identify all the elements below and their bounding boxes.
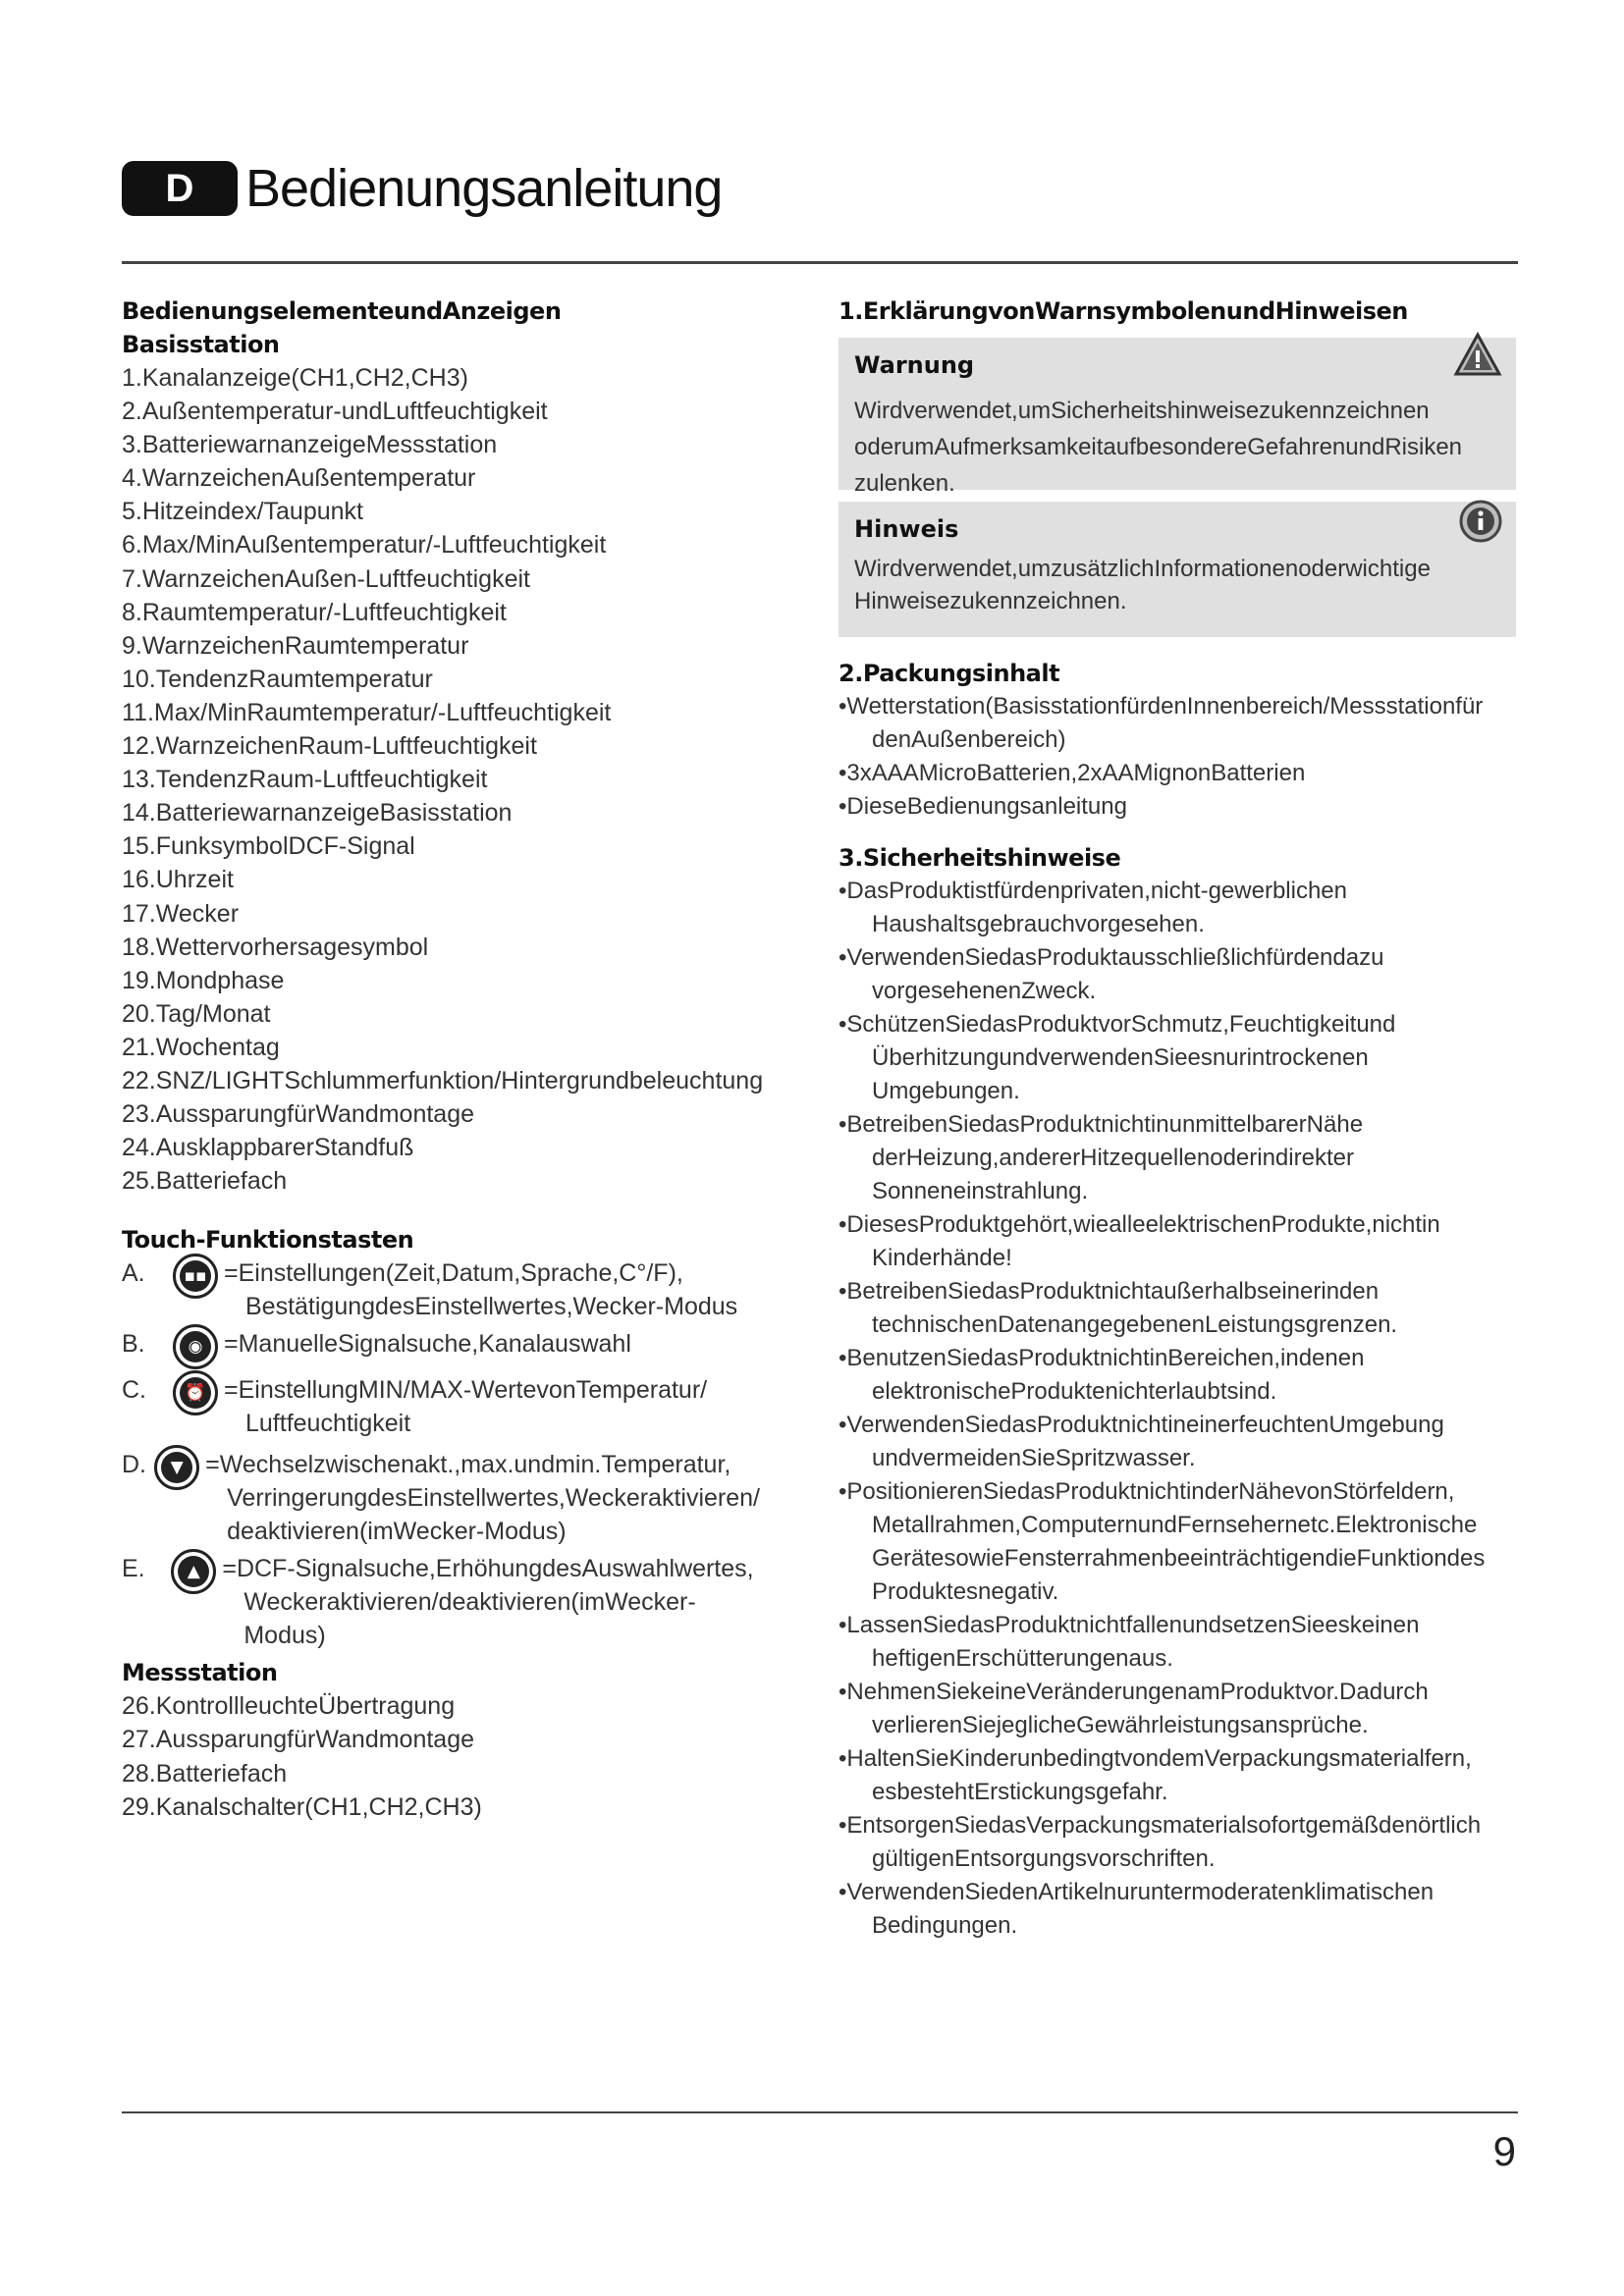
up-arrow-icon bbox=[171, 1549, 216, 1594]
alarm-clock-icon bbox=[173, 1370, 218, 1415]
warning-triangle-icon bbox=[1453, 332, 1502, 377]
basis-list bbox=[122, 361, 764, 1198]
bullet-line: •BetreibenSiedasProduktnichtaußerhalbseinerinden bbox=[839, 1278, 1380, 1305]
list-item: 8.Raumtemperatur/-Luftfeuchtigkeit bbox=[122, 598, 507, 626]
bullet-line: •VerwendenSiedasProduktnichtineinerfeuchtenUmgebung bbox=[839, 1412, 1444, 1438]
list-item: 10.TendenzRaumtemperatur bbox=[122, 665, 433, 693]
bullet-line: derHeizung,andererHitzequellenoderindirekter bbox=[872, 1145, 1354, 1171]
touch-desc-line: BestätigungdesEinstellwertes,Wecker-Modus bbox=[245, 1293, 738, 1321]
touch-icon-glyph: ▪▪ bbox=[180, 1260, 211, 1292]
bullet-line: Kinderhände! bbox=[872, 1245, 1012, 1271]
bullet-line: denAußenbereich) bbox=[872, 726, 1066, 753]
bullet-line: •DiesesProduktgehört,wiealleelektrischenProdukte,nichtin bbox=[839, 1211, 1440, 1238]
touch-title: Touch-Funktionstasten bbox=[122, 1226, 414, 1255]
bullet-line: •DieseBedienungsanleitung bbox=[839, 793, 1127, 820]
list-item: 28.Batteriefach bbox=[122, 1759, 288, 1788]
touch-row bbox=[122, 1327, 760, 1369]
touch-desc-line: =Wechselzwischenakt.,max.undmin.Temperatur, bbox=[205, 1451, 731, 1479]
touch-desc-line: =Einstellungen(Zeit,Datum,Sprache,C°/F), bbox=[224, 1259, 683, 1288]
touch-letter: E. bbox=[122, 1555, 145, 1583]
safety-item bbox=[839, 1108, 1516, 1208]
safety-item bbox=[839, 1008, 1516, 1108]
bullet-line: Metallrahmen,ComputernundFernsehernetc.Elektronische bbox=[872, 1512, 1478, 1538]
touch-section bbox=[122, 1223, 760, 1652]
bullet-line: •3xAAAMicroBatterien,2xAAMignonBatterien bbox=[839, 760, 1306, 786]
bullet-line: •EntsorgenSiedasVerpackungsmaterialsofortgemäßdenörtlich bbox=[839, 1812, 1482, 1839]
bullet-line: Bedingungen. bbox=[872, 1912, 1018, 1939]
list-item: 9.WarnzeichenRaumtemperatur bbox=[122, 631, 469, 660]
touch-row bbox=[122, 1552, 760, 1652]
bullet-line: GerätesowieFensterrahmenbeeinträchtigendieFunktiondes bbox=[872, 1545, 1486, 1572]
touch-icon-glyph: ⏰ bbox=[180, 1377, 211, 1409]
warning-line: oderumAufmerksamkeitaufbesondereGefahrenundRisiken bbox=[854, 434, 1463, 460]
bullet-line: gültigenEntsorgungsvorschriften. bbox=[872, 1845, 1216, 1872]
list-item: 15.FunksymbolDCF-Signal bbox=[122, 832, 415, 861]
touch-list bbox=[122, 1256, 760, 1652]
notice-boxes bbox=[839, 338, 1516, 637]
safety-section-title: 3.Sicherheitshinweise bbox=[839, 844, 1121, 872]
list-item: 25.Batteriefach bbox=[122, 1167, 288, 1196]
touch-icon-glyph: ▲ bbox=[178, 1556, 209, 1587]
list-item: 2.Außentemperatur-undLuftfeuchtigkeit bbox=[122, 398, 548, 426]
safety-item bbox=[839, 1342, 1516, 1409]
info-icon bbox=[1459, 500, 1502, 543]
bullet-line: •VerwendenSiedenArtikelnuruntermoderatenklimatischen bbox=[839, 1879, 1435, 1905]
touch-description bbox=[205, 1448, 760, 1548]
touch-desc-line: =ManuelleSignalsuche,Kanalauswahl bbox=[224, 1330, 631, 1359]
list-item: 7.WarnzeichenAußen-Luftfeuchtigkeit bbox=[122, 564, 530, 593]
bullet-line: •DasProduktistfürdenprivaten,nicht-gewerblichen bbox=[839, 878, 1348, 904]
touch-row bbox=[122, 1256, 760, 1323]
package-item bbox=[839, 790, 1516, 824]
page-number: 9 bbox=[1492, 2128, 1516, 2174]
bullet-line: •VerwendenSiedasProduktausschließlichfürdendazu bbox=[839, 944, 1384, 971]
list-item: 13.TendenzRaum-Luftfeuchtigkeit bbox=[122, 766, 488, 794]
safety-item bbox=[839, 1609, 1516, 1676]
left-column bbox=[122, 294, 764, 1824]
touch-icon-glyph: ▼ bbox=[161, 1452, 192, 1483]
controls-section-title: BedienungselementeundAnzeigen bbox=[122, 297, 562, 325]
language-badge: D bbox=[122, 161, 238, 216]
list-item: 17.Wecker bbox=[122, 899, 240, 928]
hint-line: Wirdverwendet,umzusätzlichInformationenoderwichtige bbox=[854, 556, 1431, 582]
hint-line: Hinweisezukennzeichnen. bbox=[854, 588, 1127, 614]
list-item: 4.WarnzeichenAußentemperatur bbox=[122, 464, 476, 493]
safety-item bbox=[839, 1676, 1516, 1742]
list-item: 24.AusklappbarerStandfuß bbox=[122, 1134, 414, 1162]
touch-desc-line: Luftfeuchtigkeit bbox=[245, 1410, 411, 1438]
bullet-line: undvermeidenSieSpritzwasser. bbox=[872, 1445, 1196, 1471]
safety-item bbox=[839, 1475, 1516, 1609]
touch-letter: D. bbox=[122, 1451, 146, 1479]
bullet-line: •PositionierenSiedasProduktnichtinderNähevonStörfeldern, bbox=[839, 1478, 1455, 1505]
list-item: 23.AussparungfürWandmontage bbox=[122, 1100, 475, 1129]
bullet-line: Haushaltsgebrauchvorgesehen. bbox=[872, 911, 1205, 937]
safety-item bbox=[839, 1876, 1516, 1943]
touch-desc-line: deaktivieren(imWecker-Modus) bbox=[227, 1518, 567, 1546]
hint-text bbox=[854, 553, 1500, 617]
touch-letter: A. bbox=[122, 1259, 145, 1288]
touch-row bbox=[122, 1448, 760, 1548]
bullet-line: heftigenErschütterungenaus. bbox=[872, 1645, 1173, 1672]
basis-subtitle: Basisstation bbox=[122, 331, 280, 358]
bullet-line: Sonneneinstrahlung. bbox=[872, 1178, 1089, 1204]
touch-letter: B. bbox=[122, 1330, 145, 1359]
signal-icon bbox=[173, 1324, 218, 1369]
footer-divider bbox=[122, 2111, 1518, 2113]
right-column bbox=[839, 294, 1516, 1943]
list-item: 11.Max/MinRaumtemperatur/-Luftfeuchtigkeit bbox=[122, 698, 612, 726]
safety-list bbox=[839, 875, 1516, 1943]
bullet-line: •BenutzenSiedasProduktnichtinBereichen,indenen bbox=[839, 1345, 1365, 1371]
touch-row bbox=[122, 1373, 760, 1440]
list-item: 21.Wochentag bbox=[122, 1033, 280, 1061]
safety-item bbox=[839, 1275, 1516, 1342]
bullet-line: •SchützenSiedasProduktvorSchmutz,Feuchtigkeitund bbox=[839, 1011, 1396, 1038]
bullet-line: •Wetterstation(BasisstationfürdenInnenbereich/Messstationfür bbox=[839, 693, 1484, 720]
bullet-line: ÜberhitzungundverwendenSieesnurintrockenen bbox=[872, 1044, 1369, 1071]
bullet-line: technischenDatenangegebenenLeistungsgrenzen. bbox=[872, 1311, 1398, 1338]
warnings-section-title: 1.ErklärungvonWarnsymbolenundHinweisen bbox=[839, 297, 1408, 325]
safety-item bbox=[839, 875, 1516, 941]
bullet-line: Produktesnegativ. bbox=[872, 1578, 1059, 1605]
touch-letter: C. bbox=[122, 1376, 146, 1405]
bullet-line: •NehmenSiekeineVeränderungenamProduktvor.Dadurch bbox=[839, 1679, 1429, 1705]
bullet-line: esbestehtErstickungsgefahr. bbox=[872, 1779, 1168, 1805]
safety-item bbox=[839, 1809, 1516, 1876]
bullet-line: •BetreibenSiedasProduktnichtinunmittelbarerNähe bbox=[839, 1111, 1364, 1138]
list-item: 12.WarnzeichenRaum-Luftfeuchtigkeit bbox=[122, 732, 537, 761]
list-item: 5.Hitzeindex/Taupunkt bbox=[122, 498, 363, 526]
safety-item bbox=[839, 1208, 1516, 1275]
header-divider bbox=[122, 261, 1518, 264]
bullet-line: verlierenSiejeglicheGewährleistungsansprüche. bbox=[872, 1712, 1369, 1738]
list-item: 3.BatteriewarnanzeigeMessstation bbox=[122, 431, 498, 459]
list-item: 29.Kanalschalter(CH1,CH2,CH3) bbox=[122, 1792, 482, 1821]
bullet-line: •LassenSiedasProduktnichtfallenundsetzenSieeskeinen bbox=[839, 1612, 1420, 1638]
warning-text bbox=[854, 393, 1500, 502]
package-list bbox=[839, 690, 1516, 824]
touch-description bbox=[224, 1256, 737, 1323]
mess-subtitle: Messstation bbox=[122, 1659, 278, 1687]
warning-title: Warnung bbox=[854, 351, 975, 379]
warning-line: Wirdverwendet,umSicherheitshinweisezukennzeichnen bbox=[854, 398, 1430, 424]
list-item: 1.Kanalanzeige(CH1,CH2,CH3) bbox=[122, 364, 468, 392]
touch-desc-line: =EinstellungMIN/MAX-WertevonTemperatur/ bbox=[224, 1376, 708, 1405]
list-item: 22.SNZ/LIGHTSchlummerfunktion/Hintergrundbeleuchtung bbox=[122, 1066, 764, 1095]
touch-desc-line: Weckeraktivieren/deaktivieren(imWecker-Modus) bbox=[244, 1588, 696, 1650]
safety-item bbox=[839, 1409, 1516, 1475]
safety-item bbox=[839, 941, 1516, 1008]
touch-description bbox=[224, 1327, 631, 1361]
mess-list bbox=[122, 1689, 760, 1823]
touch-description bbox=[222, 1552, 760, 1652]
touch-desc-line: =DCF-Signalsuche,ErhöhungdesAuswahlwertes, bbox=[222, 1555, 754, 1583]
list-item: 6.Max/MinAußentemperatur/-Luftfeuchtigkeit bbox=[122, 531, 607, 560]
list-item: 19.Mondphase bbox=[122, 966, 285, 994]
warning-box bbox=[839, 338, 1516, 497]
list-item: 27.AussparungfürWandmontage bbox=[122, 1726, 475, 1754]
touch-description bbox=[224, 1373, 707, 1440]
list-item: 20.Tag/Monat bbox=[122, 999, 271, 1028]
bullet-line: •HaltenSieKinderunbedingtvondemVerpackungsmaterialfern, bbox=[839, 1745, 1472, 1772]
bullet-line: vorgesehenenZweck. bbox=[872, 978, 1097, 1004]
down-arrow-icon bbox=[154, 1445, 199, 1490]
package-section-title: 2.Packungsinhalt bbox=[839, 660, 1060, 687]
warning-line: zulenken. bbox=[854, 470, 955, 497]
page-title: Bedienungsanleitung bbox=[245, 159, 723, 218]
list-item: 18.Wettervorhersagesymbol bbox=[122, 933, 429, 961]
bullet-line: Umgebungen. bbox=[872, 1078, 1020, 1104]
package-item bbox=[839, 690, 1516, 757]
hint-box bbox=[839, 502, 1516, 637]
list-item: 16.Uhrzeit bbox=[122, 866, 234, 894]
grid-icon bbox=[173, 1254, 218, 1299]
touch-desc-line: VerringerungdesEinstellwertes,Weckeraktivieren/ bbox=[227, 1484, 760, 1513]
hint-title: Hinweis bbox=[854, 515, 959, 543]
list-item: 14.BatteriewarnanzeigeBasisstation bbox=[122, 799, 513, 828]
safety-item bbox=[839, 1742, 1516, 1809]
list-item: 26.KontrollleuchteÜbertragung bbox=[122, 1692, 456, 1721]
page-header bbox=[122, 159, 722, 218]
bullet-line: elektronischeProduktenichterlaubtsind. bbox=[872, 1378, 1277, 1405]
package-item bbox=[839, 757, 1516, 790]
touch-icon-glyph: ◉ bbox=[180, 1331, 211, 1362]
